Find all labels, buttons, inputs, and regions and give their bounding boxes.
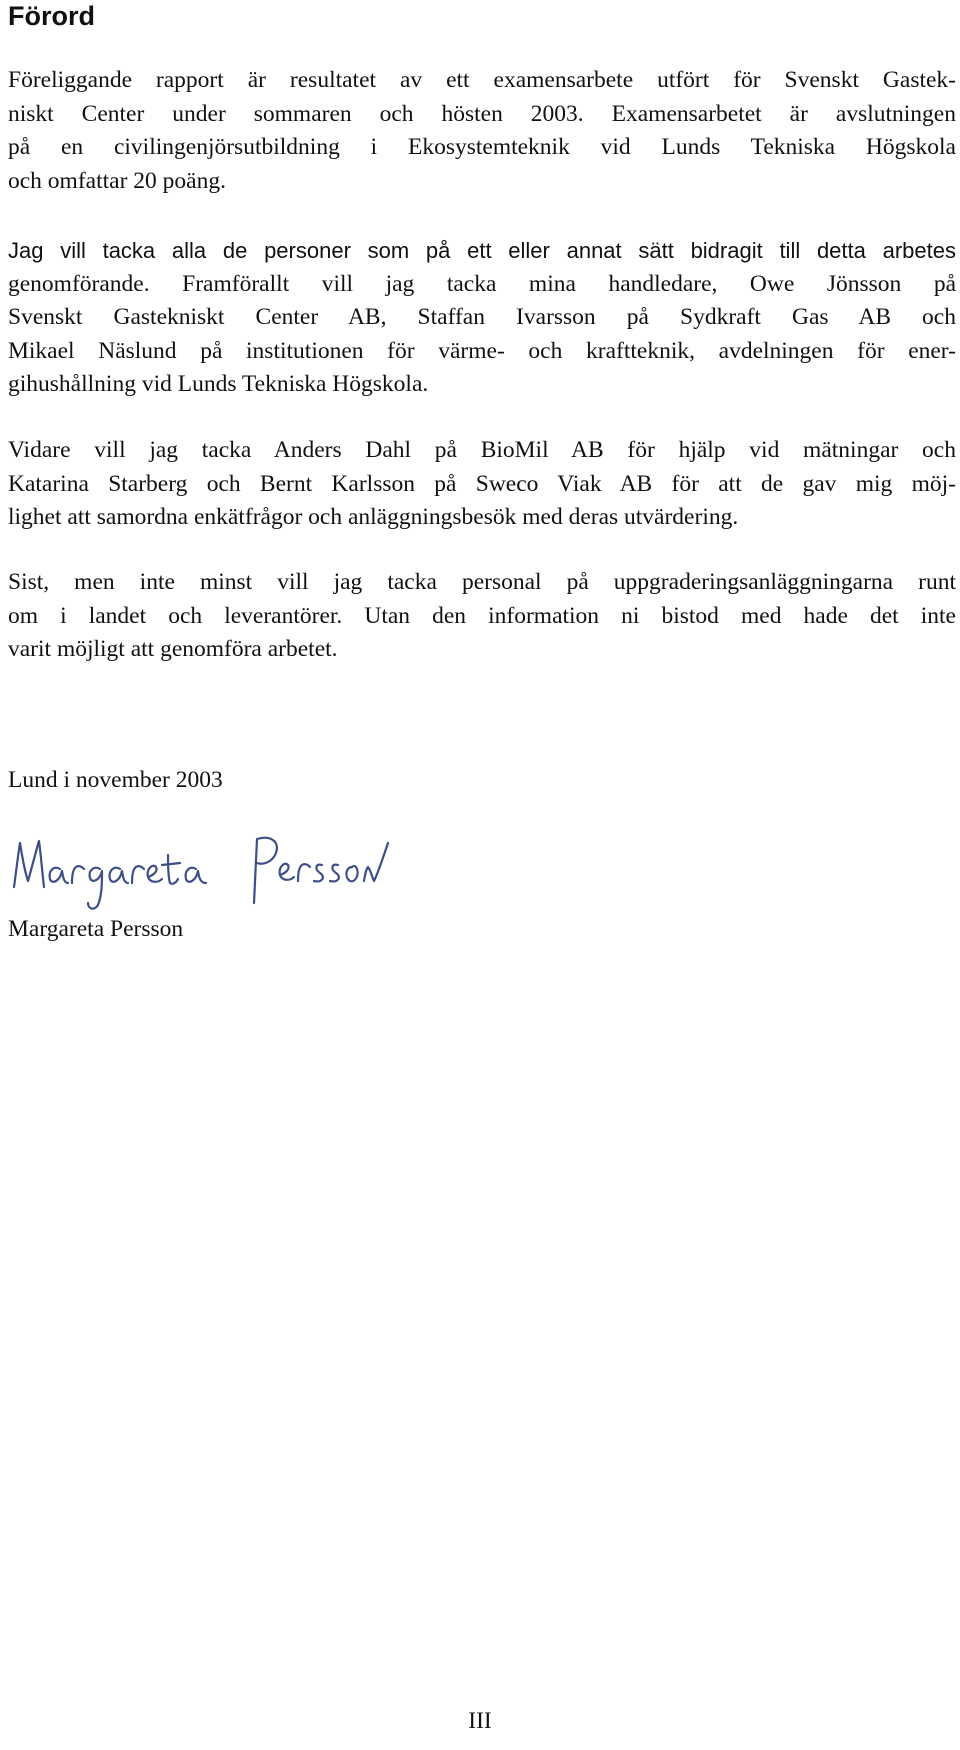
paragraph-acknowledgements: [8, 234, 956, 402]
text-line: Mikael Näslund på institutionen för värme- och kraftteknik, avdelningen för ener-: [8, 337, 956, 364]
text-line: genomförande. Framförallt vill jag tacka mina handledare, Owe Jönsson på: [8, 270, 956, 297]
text-line: Svenskt Gastekniskt Center AB, Staffan Ivarsson på Sydkraft Gas AB och: [8, 304, 956, 330]
paragraph-further-thanks: [8, 434, 956, 535]
text-line: varit möjligt att genomföra arbetet.: [8, 636, 338, 662]
text-line: på en civilingenjörsutbildning i Ekosystemteknik vid Lunds Tekniska Högskola: [8, 134, 956, 160]
page-title: Förord: [8, 1, 95, 31]
text-line: lighet att samordna enkätfrågor och anläggningsbesök med deras utvärdering.: [8, 504, 739, 530]
place-and-date: Lund i november 2003: [8, 767, 223, 793]
text-line: gihushållning vid Lunds Tekniska Högskola.: [8, 371, 429, 397]
text-line: Katarina Starberg och Bernt Karlsson på Sweco Viak AB för att de gav mig möj-: [8, 470, 956, 497]
text-line: Föreliggande rapport är resultatet av ett examensarbete utfört för Svenskt Gastek-: [8, 67, 956, 93]
paragraph-introduction: [8, 64, 956, 198]
paragraph-final-thanks: [8, 566, 956, 667]
page-number: III: [468, 1708, 492, 1734]
text-line: Vidare vill jag tacka Anders Dahl på BioMil AB för hjälp vid mätningar och: [8, 437, 956, 463]
text-line: Jag vill tacka alla de personer som på ett eller annat sätt bidragit till detta arbetes: [8, 238, 956, 263]
text-line: om i landet och leverantörer. Utan den information ni bistod med hade det inte: [8, 602, 956, 629]
text-line: och omfattar 20 poäng.: [8, 167, 226, 194]
handwritten-signature: [8, 825, 428, 915]
text-line: niskt Center under sommaren och hösten 2003. Examensarbetet är avslutningen: [8, 100, 956, 127]
signer-name: Margareta Persson: [8, 916, 184, 942]
text-line: Sist, men inte minst vill jag tacka personal på uppgraderingsanläggningarna runt: [8, 569, 956, 595]
